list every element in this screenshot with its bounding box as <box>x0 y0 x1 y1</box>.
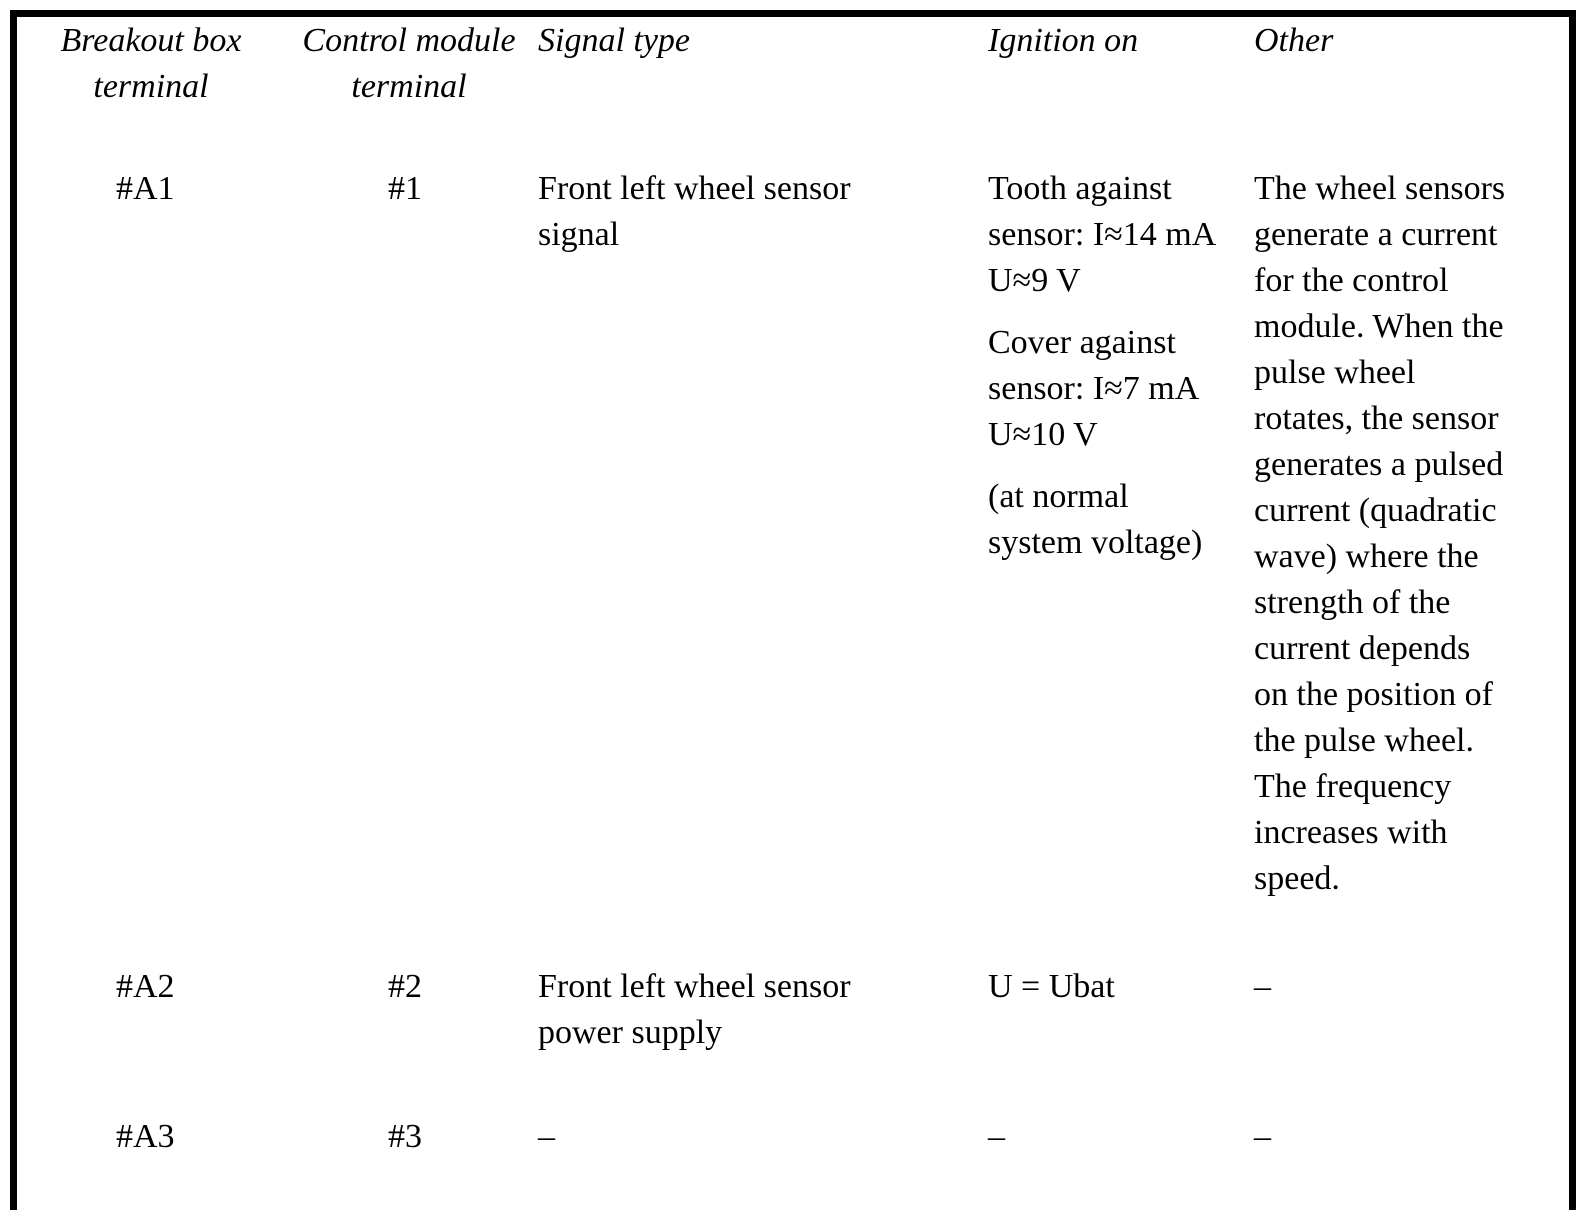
ignition-paragraph-cover <box>988 320 1216 458</box>
other-line: wave) where the <box>1254 538 1479 575</box>
other-line: increases with <box>1254 814 1448 851</box>
header-other: Other <box>1254 22 1334 59</box>
other-line: module. When the <box>1254 308 1504 345</box>
row-a2-ignition-on: U = Ubat <box>988 968 1115 1005</box>
header-breakout-line1: Breakout box <box>60 22 242 59</box>
ignition-line: Cover against <box>988 324 1176 361</box>
other-line: speed. <box>1254 860 1340 897</box>
other-line: the pulse wheel. <box>1254 722 1474 759</box>
ignition-paragraph-note <box>988 474 1216 566</box>
row-a2-breakout-terminal: #A2 <box>116 968 175 1005</box>
other-line: on the position of <box>1254 676 1493 713</box>
ignition-line: system voltage) <box>988 524 1203 561</box>
header-control-line1: Control module <box>302 22 516 59</box>
row-a3-ignition-on: – <box>988 1118 1005 1155</box>
row-a3-control-terminal: #3 <box>388 1118 422 1155</box>
other-line: The frequency <box>1254 768 1452 805</box>
other-line: pulse wheel <box>1254 354 1416 391</box>
header-signal-type: Signal type <box>538 22 691 59</box>
row-a1-control-terminal: #1 <box>388 170 422 207</box>
row-a2-other: – <box>1254 968 1271 1005</box>
header-control-module-terminal <box>284 18 534 110</box>
row-a1-other <box>1254 166 1505 902</box>
ignition-line: U≈9 V <box>988 262 1081 299</box>
other-line: The wheel sensors <box>1254 170 1506 207</box>
ignition-line: Tooth against <box>988 170 1172 207</box>
row-a1-breakout-terminal: #A1 <box>116 170 175 207</box>
row-a2-signal-type <box>538 964 851 1056</box>
ignition-line: U≈10 V <box>988 416 1098 453</box>
ignition-line: sensor: I≈7 mA <box>988 370 1200 407</box>
row-a3-breakout-terminal: #A3 <box>116 1118 175 1155</box>
row-a1-signal-line: Front left wheel sensor <box>538 170 851 207</box>
row-a3-signal-type: – <box>538 1118 555 1155</box>
other-line: current (quadratic <box>1254 492 1497 529</box>
header-control-line2: terminal <box>351 68 467 105</box>
row-a2-signal-line: Front left wheel sensor <box>538 968 851 1005</box>
other-line: for the control <box>1254 262 1449 299</box>
other-line: generate a current <box>1254 216 1498 253</box>
header-breakout-box-terminal <box>40 18 262 110</box>
row-a3-other: – <box>1254 1118 1271 1155</box>
ignition-line: (at normal <box>988 478 1129 515</box>
ignition-line: sensor: I≈14 mA <box>988 216 1217 253</box>
header-breakout-line2: terminal <box>93 68 209 105</box>
row-a2-control-terminal: #2 <box>388 968 422 1005</box>
ignition-paragraph-tooth <box>988 166 1216 304</box>
other-line: generates a pulsed <box>1254 446 1504 483</box>
header-ignition-on: Ignition on <box>988 22 1139 59</box>
other-line: rotates, the sensor <box>1254 400 1499 437</box>
row-a2-signal-line: power supply <box>538 1014 723 1051</box>
row-a1-signal-type <box>538 166 851 258</box>
row-a1-signal-line: signal <box>538 216 620 253</box>
other-line: current depends <box>1254 630 1471 667</box>
row-a1-ignition-on <box>988 166 1216 566</box>
other-line: strength of the <box>1254 584 1451 621</box>
